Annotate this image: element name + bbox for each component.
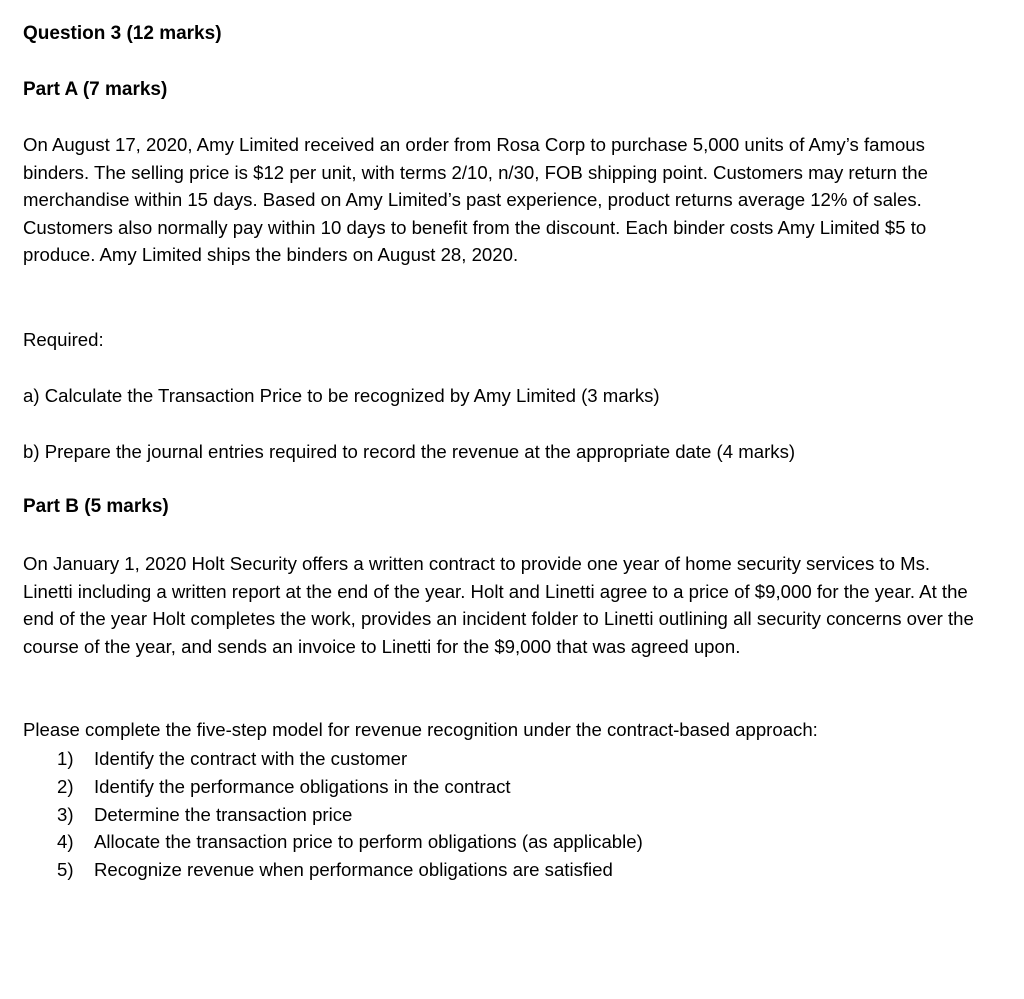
step-text: Identify the performance obligations in the contract: [94, 775, 511, 797]
step-item: [57, 801, 643, 829]
step-item: [57, 773, 643, 801]
five-step-list: [57, 745, 643, 884]
question-title: Question 3 (12 marks): [23, 23, 222, 44]
step-text: Recognize revenue when performance obligations are satisfied: [94, 859, 613, 881]
five-step-instruction: Please complete the five-step model for revenue recognition under the contract-based approach:: [23, 719, 818, 740]
question-item-b: b) Prepare the journal entries required to record the revenue at the appropriate date (4 marks): [23, 441, 796, 462]
step-number: 1): [57, 748, 74, 769]
step-text: Determine the transaction price: [94, 803, 353, 825]
step-text: Allocate the transaction price to perform obligations (as applicable): [94, 831, 643, 853]
step-number: 5): [57, 859, 74, 881]
step-item: [57, 828, 643, 856]
part-b-scenario: On January 1, 2020 Holt Security offers a written contract to provide one year of home security services to Ms. Linetti including a written report at the end of the year. Holt and Linetti agree to a price of $9,000 for the year. At the end of the year Holt completes the work, provides an incident folder to Linetti outlining all security concerns over the course of the year, and sends an invoice to Linetti for the $9,000 that was agreed upon.: [23, 553, 974, 657]
step-number: 4): [57, 831, 74, 853]
step-item: [57, 856, 643, 884]
part-a-title: Part A (7 marks): [23, 79, 168, 100]
question-item-a: a) Calculate the Transaction Price to be recognized by Amy Limited (3 marks): [23, 385, 660, 406]
step-text: Identify the contract with the customer: [94, 748, 408, 769]
required-label: Required:: [23, 329, 104, 350]
part-b-title: Part B (5 marks): [23, 496, 169, 517]
step-number: 3): [57, 803, 74, 825]
step-number: 2): [57, 775, 74, 797]
step-item: [57, 745, 643, 773]
part-a-scenario: On August 17, 2020, Amy Limited received an order from Rosa Corp to purchase 5,000 units of Amy’s famous binders. The selling price is $12 per unit, with terms 2/10, n/30, FOB shipping point. Customers may return the merchandise within 15 days. Based on Amy Limited’s past experience, product returns average 12% of sales. Customers also normally pay within 10 days to benefit from the discount. Each binder costs Amy Limited $5 to produce. Amy Limited ships the binders on August 28, 2020.: [23, 134, 928, 266]
